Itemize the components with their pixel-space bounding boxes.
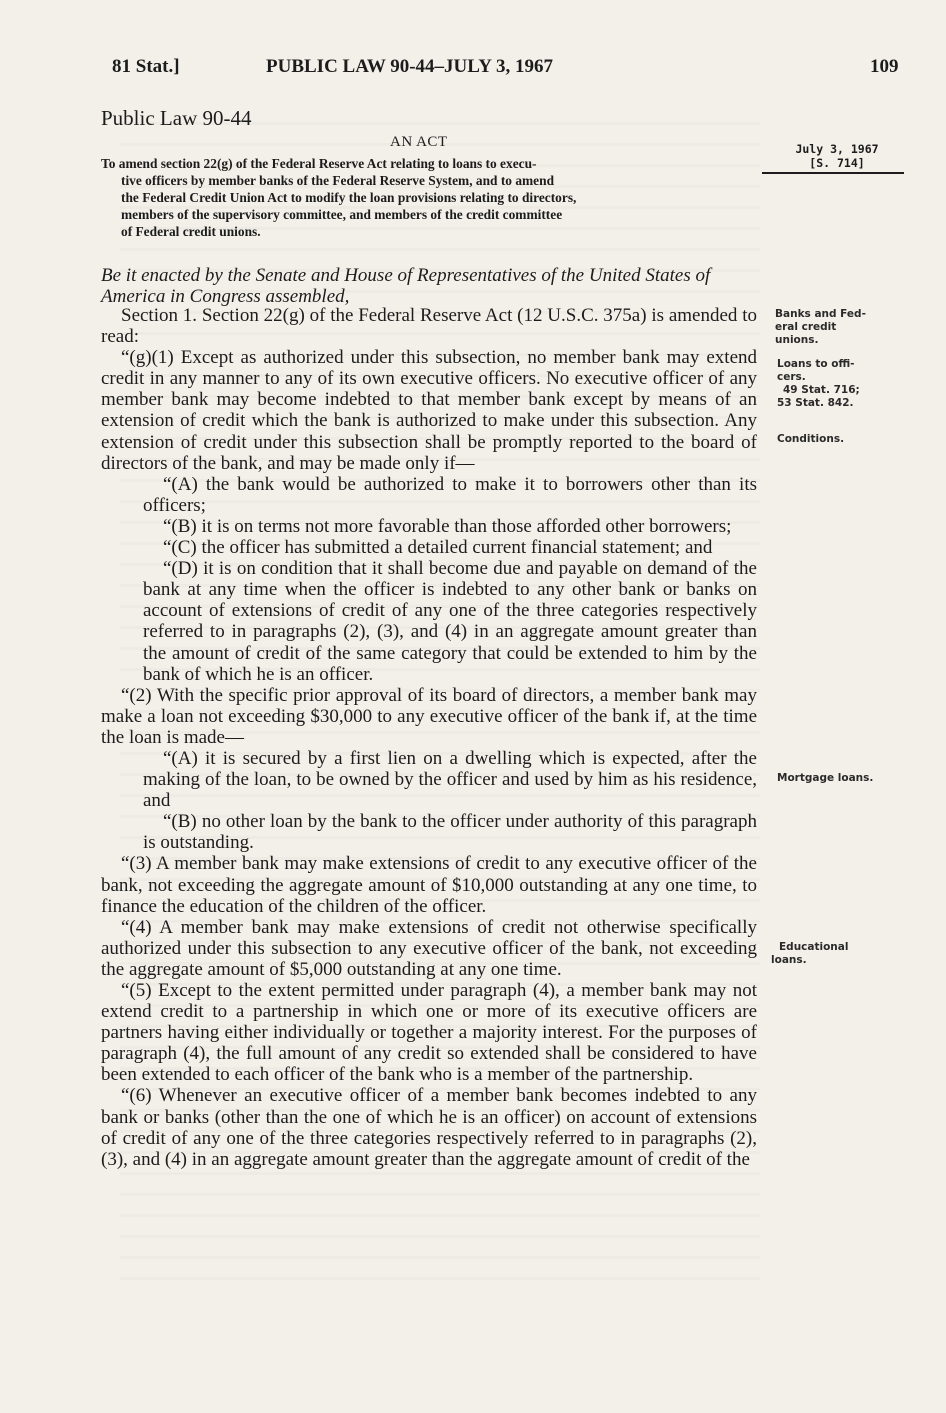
enactment-date [770,142,904,170]
page-number: 109 [870,56,899,77]
margin-note-line: cers. [777,371,806,383]
subparagraph-a: “(A) the bank would be authorized to make it to borrowers other than its officers; [143,473,757,516]
paragraph-g1: “(g)(1) Except as authorized under this subsection, no member bank may extend credit in any manner to any of its own executive officers. No executive officer of any member bank may become indebted to that member bank except by means of an extension of credit which the bank is authorized to make under this subsection. Any extension of credit under this subsection shall be promptly reported to the board of directors of the bank, and may be made only if— [101,347,757,474]
paragraph-5: “(5) Except to the extent permitted under paragraph (4), a member bank may not extend credit to a partnership in which one or more of its executive officers are partners having either individually or together a majority interest. For the purposes of paragraph (4), the full amount of any credit so extended shall be considered to have been extended to each officer of the bank who is a member of the partnership. [101,980,757,1086]
subparagraph-2b: “(B) no other loan by the bank to the officer under authority of this paragraph is outstanding. [143,811,757,854]
purpose-line: members of the supervisory committee, and members of the credit committee [121,207,563,222]
bill-number: [S. 714] [809,156,865,170]
statute-body [101,305,757,1170]
margin-note-line: 53 Stat. 842. [777,397,854,409]
paragraph-6: “(6) Whenever an executive officer of a member bank becomes indebted to any bank or banks (other than the one of which he is an officer) on account of extensions of credit of any one of the three categories respectively referred to in paragraphs (2), (3), and (4) in an aggregate amount greater than the aggregate amount of credit of the [101,1085,757,1170]
subparagraph-c: “(C) the officer has submitted a detailed current financial statement; and [163,537,713,559]
margin-note-line: unions. [775,334,819,346]
margin-note-mortgage: Mortgage loans. [777,772,874,784]
margin-note-educational [771,941,897,967]
margin-note-loans [777,358,905,410]
law-title: Public Law 90-44 [101,106,252,130]
paragraph-3: “(3) A member bank may make extensions of credit to any executive officer of the bank, not exceeding the aggregate amount of $10,000 outstanding at any one time, to finance the education of the children of the officer. [101,853,757,917]
purpose-clause [101,155,759,240]
margin-note-line: eral credit [775,321,837,333]
act-label: AN ACT [390,134,448,150]
purpose-line: of Federal credit unions. [121,224,261,239]
margin-note-line: Educational [779,941,849,953]
date-line: July 3, 1967 [795,142,879,156]
enacting-clause: Be it enacted by the Senate and House of Representatives of the United States of America in Congress assembled, [101,265,711,307]
margin-note-banks [775,308,903,347]
margin-note-line: 49 Stat. 716; [783,384,860,396]
paragraph-4: “(4) A member bank may make extensions of credit not otherwise specifically authorized under this subsection to any executive officer of the bank, not exceeding the aggregate amount of $5,000 outstanding at any one time. [101,916,757,980]
header-stat: 81 Stat.] [112,56,180,77]
purpose-line: tive officers by member banks of the Federal Reserve System, and to amend [121,173,555,188]
margin-note-line: loans. [771,954,807,966]
margin-note-line: Loans to offi- [777,358,855,370]
subparagraph-b: “(B) it is on terms not more favorable than those afforded other borrowers; [163,515,732,537]
subparagraph-2a: “(A) it is secured by a first lien on a dwelling which is expected, after the making of the loan, to be owned by the officer and used by him as his residence, and [143,747,757,812]
header-title: PUBLIC LAW 90-44–JULY 3, 1967 [266,56,553,77]
margin-note-line: Banks and Fed- [775,308,866,320]
date-divider [762,172,904,174]
section-1: Section 1. Section 22(g) of the Federal Reserve Act (12 U.S.C. 375a) is amended to read: [101,305,757,348]
purpose-line: the Federal Credit Union Act to modify the loan provisions relating to directors, [121,190,577,205]
paragraph-2: “(2) With the specific prior approval of its board of directors, a member bank may make a loan not exceeding $30,000 to any executive officer of the bank if, at the time the loan is made— [101,684,757,748]
margin-note-conditions: Conditions. [777,433,845,445]
subparagraph-d: “(D) it is on condition that it shall become due and payable on demand of the bank at any time when the officer is indebted to any other bank or banks on account of extensions of credit of any one of the three categories respectively referred to in paragraphs (2), (3), and (4) in an aggregate amount greater than the amount of credit of the same category that could be extended to him by the bank of which he is an officer. [143,558,757,685]
purpose-line: To amend section 22(g) of the Federal Reserve Act relating to loans to execu- [101,156,537,171]
